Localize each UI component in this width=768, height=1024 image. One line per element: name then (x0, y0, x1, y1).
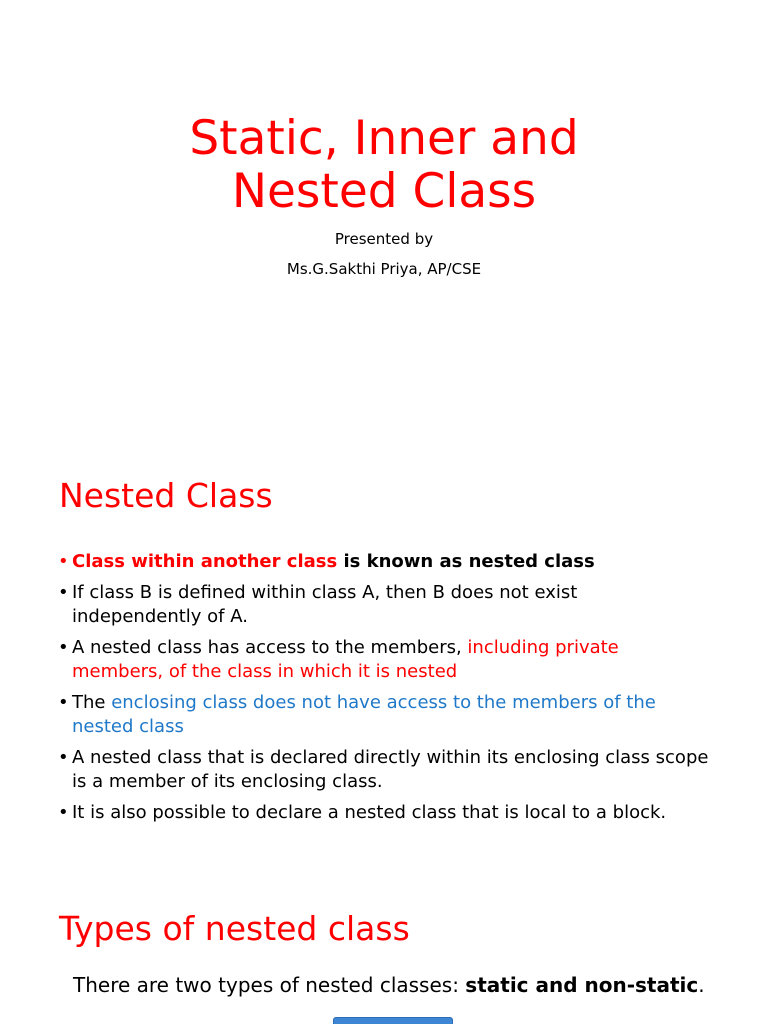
bullet-text: A nested class has access to the members, (72, 637, 468, 658)
slide-title-line-2: Nested Class (231, 164, 537, 219)
bullet-text: It is also possible to declare a nested class that is local to a block. (72, 802, 667, 823)
bullet-item (58, 581, 710, 629)
bullet-text: including private members, of the class in which it is nested (72, 637, 619, 682)
slide-title (0, 112, 768, 218)
types-heading: Types of nested class (59, 909, 410, 948)
bullet-item (58, 691, 710, 739)
bullet-text: is known as nested class (337, 551, 595, 572)
bullet-text: enclosing class does not have access to the members of the nested class (72, 692, 656, 737)
next-slide-button[interactable] (333, 1017, 453, 1024)
bullet-text: Class within another class (72, 551, 338, 572)
bullet-item (58, 636, 710, 684)
bullet-text: The (72, 692, 112, 713)
bullet-dot-icon: • (58, 637, 69, 658)
bullet-dot-icon: • (58, 692, 69, 713)
types-text-bold: static and non-static (465, 973, 699, 997)
bullet-dot-icon: • (58, 747, 69, 768)
types-description (73, 973, 705, 997)
types-text-suffix: . (698, 973, 705, 997)
bullet-text: A nested class that is declared directly within its enclosing class scope is a member of its enclosing class. (72, 747, 709, 792)
bullet-text: If class B is defined within class A, then B does not exist independently of A. (72, 582, 578, 627)
bullet-item (58, 746, 710, 794)
bullet-item (58, 550, 710, 574)
nested-class-bullet-list (58, 550, 710, 832)
slide-title-line-1: Static, Inner and (189, 111, 579, 166)
nested-class-heading: Nested Class (59, 476, 273, 515)
bullet-dot-icon: • (58, 551, 69, 572)
bullet-item (58, 801, 710, 825)
bullet-dot-icon: • (58, 582, 69, 603)
types-text-prefix: There are two types of nested classes: (73, 973, 466, 997)
presenter-label: Presented by (334, 230, 434, 248)
presenter-name: Ms.G.Sakthi Priya, AP/CSE (286, 260, 482, 278)
bullet-dot-icon: • (58, 802, 69, 823)
